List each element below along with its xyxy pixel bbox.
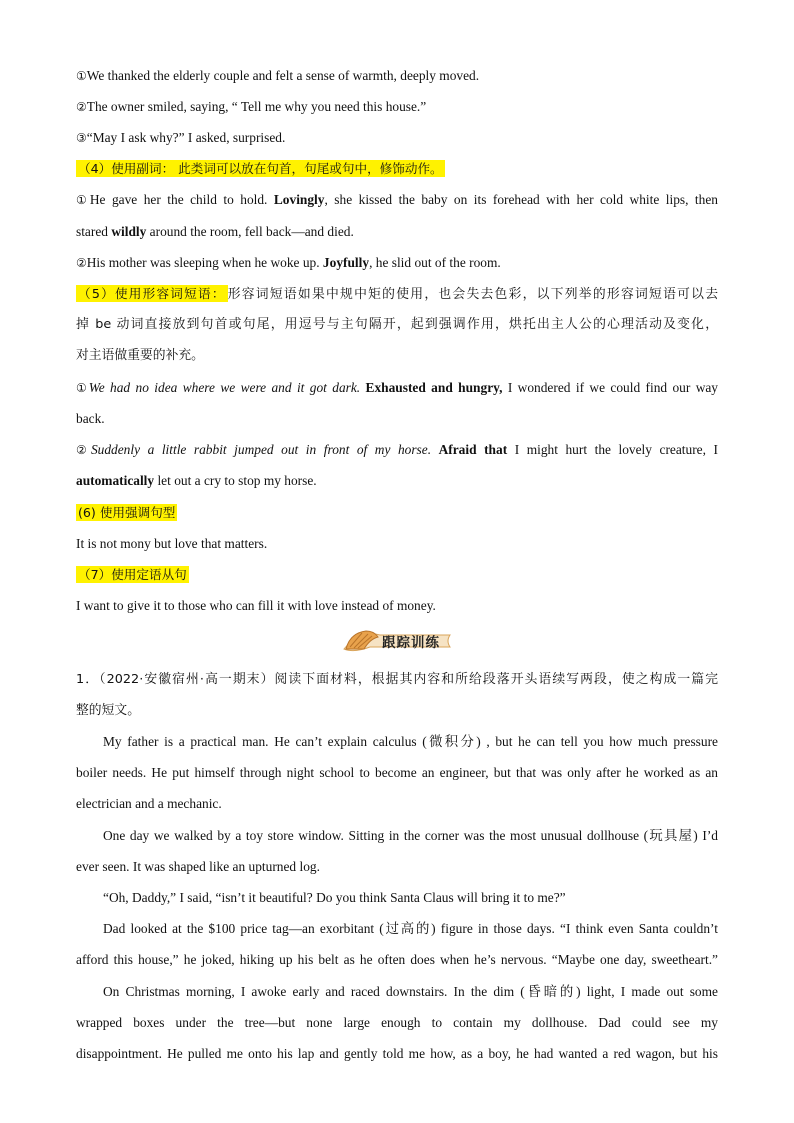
adjective-example-1-line2: back. [76,411,105,426]
passage-p1-line2: boiler needs. He put himself through night school to become an engineer, but that was only after he worked as an [76,765,718,780]
attributive-example: I want to give it to those who can fill it with love instead of money. [76,598,436,613]
adjective-example-2-line2: automatically let out a cry to stop my horse. [76,473,317,488]
emphasis-example: It is not mony but love that matters. [76,536,268,551]
emphasis-heading: (6) 使用强调句型 [78,505,176,520]
example-item-2: ②The owner smiled, saying, “ Tell me why you need this house.” [76,99,427,114]
passage-p2-line1: One day we walked by a toy store window. Sitting in the corner was the most unusual dollhouse (玩具屋) I’d [103,828,718,843]
passage-p5-line2: wrapped boxes under the tree—but none large enough to contain my dollhouse. Dad could see my [76,1015,718,1030]
banner-label: 跟踪训练 [382,635,440,651]
adjective-description-line1: （5）使用形容词短语： 形容词短语如果中规中矩的使用，也会失去色彩，以下列举的形容词短语可以去 [78,286,719,302]
adverb-heading: （4）使用副词： 此类词可以放在句首，句尾或句中，修饰动作。 [78,161,443,176]
adjective-example-2-line1: ②Suddenly a little rabbit jumped out in front of my horse. Afraid that I might hurt the lovely creature, I [76,442,718,457]
adjective-description-line2: 掉 be 动词直接放到句首或句尾，用逗号与主句隔开，起到强调作用，烘托出主人公的心理活动及变化， [76,317,718,332]
attributive-heading: （7）使用定语从句 [78,567,187,582]
passage-p1-line3: electrician and a mechanic. [76,796,222,811]
example-item-3: ③“May I ask why?” I asked, surprised. [76,130,286,145]
passage-p3-line1: “Oh, Daddy,” I said, “isn’t it beautiful? Do you think Santa Claus will bring it to me?” [103,890,566,905]
adjective-description-line3: 对主语做重要的补充。 [76,348,204,363]
exercise-intro-line1: 1．（2022·安徽宿州·高一期末）阅读下面材料，根据其内容和所给段落开头语续写两段，使之构成一篇完 [76,672,718,687]
adjective-example-1-line1: ①We had no idea where we were and it got dark. Exhausted and hungry, I wondered if we could find our way [76,380,719,395]
passage-p5-line1: On Christmas morning, I awoke early and raced downstairs. In the dim (昏暗的) light, I made out some [103,984,718,999]
adverb-example-1-line1: ①He gave her the child to hold. Lovingly, she kissed the baby on its forehead with her cold white lips, then [76,192,718,207]
passage-p4-line2: afford this house,” he joked, hiking up his belt as he often does when he’s nervous. “Maybe one day, sweetheart.” [76,952,718,967]
example-item-1: ①We thanked the elderly couple and felt a sense of warmth, deeply moved. [76,68,480,83]
practice-banner [340,627,454,655]
passage-p1-line1: My father is a practical man. He can’t explain calculus (微积分) , but he can tell you how much pressure [103,734,718,749]
adjective-heading: （5）使用形容词短语： [78,286,226,301]
passage-p4-line1: Dad looked at the $100 price tag—an exorbitant (过高的) figure in those days. “I think even Santa couldn’t [103,921,718,936]
passage-p5-line3: disappointment. He pulled me onto his lap and gently told me how, as a boy, he had wanted a red wagon, but his [76,1046,718,1061]
adverb-example-1-line2: stared wildly around the room, fell back—and died. [76,224,354,239]
exercise-intro-line2: 整的短文。 [76,703,140,718]
passage-p2-line2: ever seen. It was shaped like an upturned log. [76,859,320,874]
adverb-example-2: ②His mother was sleeping when he woke up. Joyfully, he slid out of the room. [76,255,501,270]
